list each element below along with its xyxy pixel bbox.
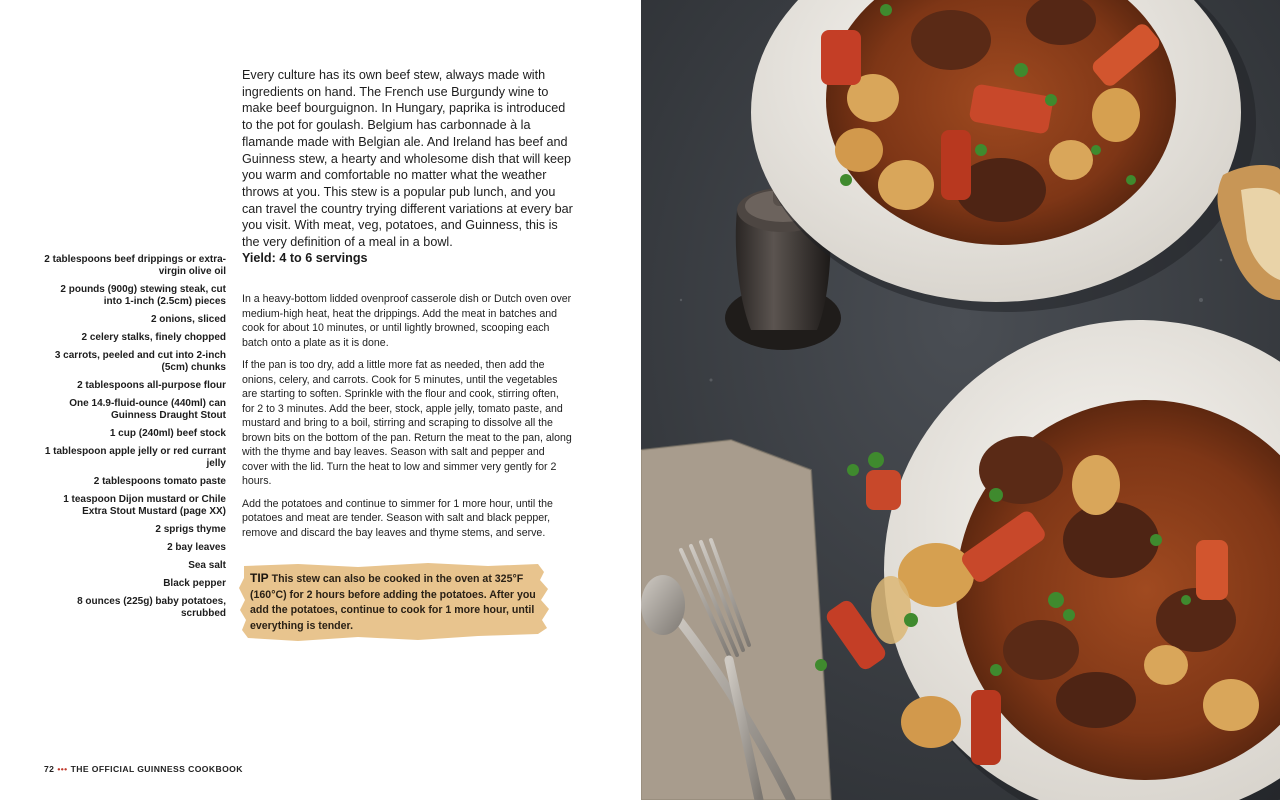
- tip-text-block: [250, 571, 542, 634]
- ingredient-item: 2 celery stalks, finely chopped: [81, 332, 226, 343]
- ingredient-item: 1 tablespoon apple jelly or red currant jelly: [44, 446, 226, 469]
- book-title: THE OFFICIAL GUINNESS COOKBOOK: [70, 764, 243, 774]
- ingredient-item: 1 teaspoon Dijon mustard or Chile Extra Stout Mustard (page XX): [63, 494, 226, 517]
- page-footer: [44, 764, 243, 774]
- recipe-intro: Every culture has its own beef stew, always made with ingredients on hand. The French use Burgundy wine to make beef bourguignon. In Hungary, paprika is introduced to the pot for goulash. Belgium has carbonnade à la flamande made with Belgian ale. And Ireland has beef and Guinness stew, a hearty and wholesome dish that will keep you warm and comfortable no matter what the weather throws at you. This stew is a popular pub lunch, and you can travel the country trying different variations at every bar you visit. With meat, veg, potatoes, and Guinness, this is the very definition of a meal in a bowl.: [242, 68, 573, 250]
- ingredient-item: 2 tablespoons tomato paste: [93, 476, 226, 487]
- photo-page: [641, 0, 1280, 800]
- tip-box: [238, 562, 550, 642]
- ingredient-item: Sea salt: [188, 560, 226, 571]
- ingredient-list: [40, 254, 226, 626]
- method-step: If the pan is too dry, add a little more fat as needed, then add the onions, celery, and carrots. Cook for 5 minutes, until the vegetables are starting to soften. Sprinkle with the flour and cook, stirring often, for 2 to 3 minutes. Add the beer, stock, apple jelly, tomato paste, and mustard and bring to a boil, stirring and scraping to dissolve all the brown bits on the bottom of the pan. Return the meat to the pan, along with the thyme and bay leaves. Season with salt and pepper and cover with the lid. Turn the heat to low and simmer very gently for 2 hours.: [242, 359, 572, 487]
- method-steps: [242, 292, 572, 548]
- ingredient-item: 8 ounces (225g) baby potatoes, scrubbed: [77, 596, 226, 619]
- spoon-bowl: [641, 575, 685, 635]
- ingredient-item: 2 onions, sliced: [150, 314, 226, 325]
- ingredient-item: 2 pounds (900g) stewing steak, cut into 1-inch (2.5cm) pieces: [60, 284, 226, 307]
- method-step: Add the potatoes and continue to simmer for 1 more hour, until the potatoes and meat are tender. Season with salt and black pepper, remove and discard the bay leaves and thyme stems, and serve.: [242, 497, 553, 539]
- ingredient-item: One 14.9-fluid-ounce (440ml) can Guinness Draught Stout: [69, 398, 226, 421]
- method-step: In a heavy-bottom lidded ovenproof casserole dish or Dutch oven over medium-high heat, heat the drippings. Add the meat in batches and cook for about 10 minutes, or until lightly browned, scooping each batch onto a plate as it is done.: [242, 293, 572, 349]
- ingredient-item: 2 sprigs thyme: [155, 524, 226, 535]
- page-number: 72: [44, 764, 55, 774]
- tip-label: TIP: [250, 571, 269, 585]
- recipe-yield: Yield: 4 to 6 servings: [242, 251, 368, 265]
- ingredient-item: 1 cup (240ml) beef stock: [109, 428, 226, 439]
- tip-body: This stew can also be cooked in the oven at 325°F (160°C) for 2 hours before adding the potatoes. After you add the potatoes, continue to cook for 1 more hour, until everything is tender.: [250, 573, 536, 632]
- ingredient-item: 3 carrots, peeled and cut into 2-inch (5cm) chunks: [54, 350, 226, 373]
- ingredient-item: 2 tablespoons beef drippings or extra-virgin olive oil: [44, 254, 226, 277]
- ingredient-item: 2 tablespoons all-purpose flour: [77, 380, 226, 391]
- ingredient-item: Black pepper: [163, 578, 226, 589]
- stew-photo: [641, 0, 1280, 800]
- footer-separator: •••: [57, 764, 68, 774]
- ingredient-item: 2 bay leaves: [167, 542, 226, 553]
